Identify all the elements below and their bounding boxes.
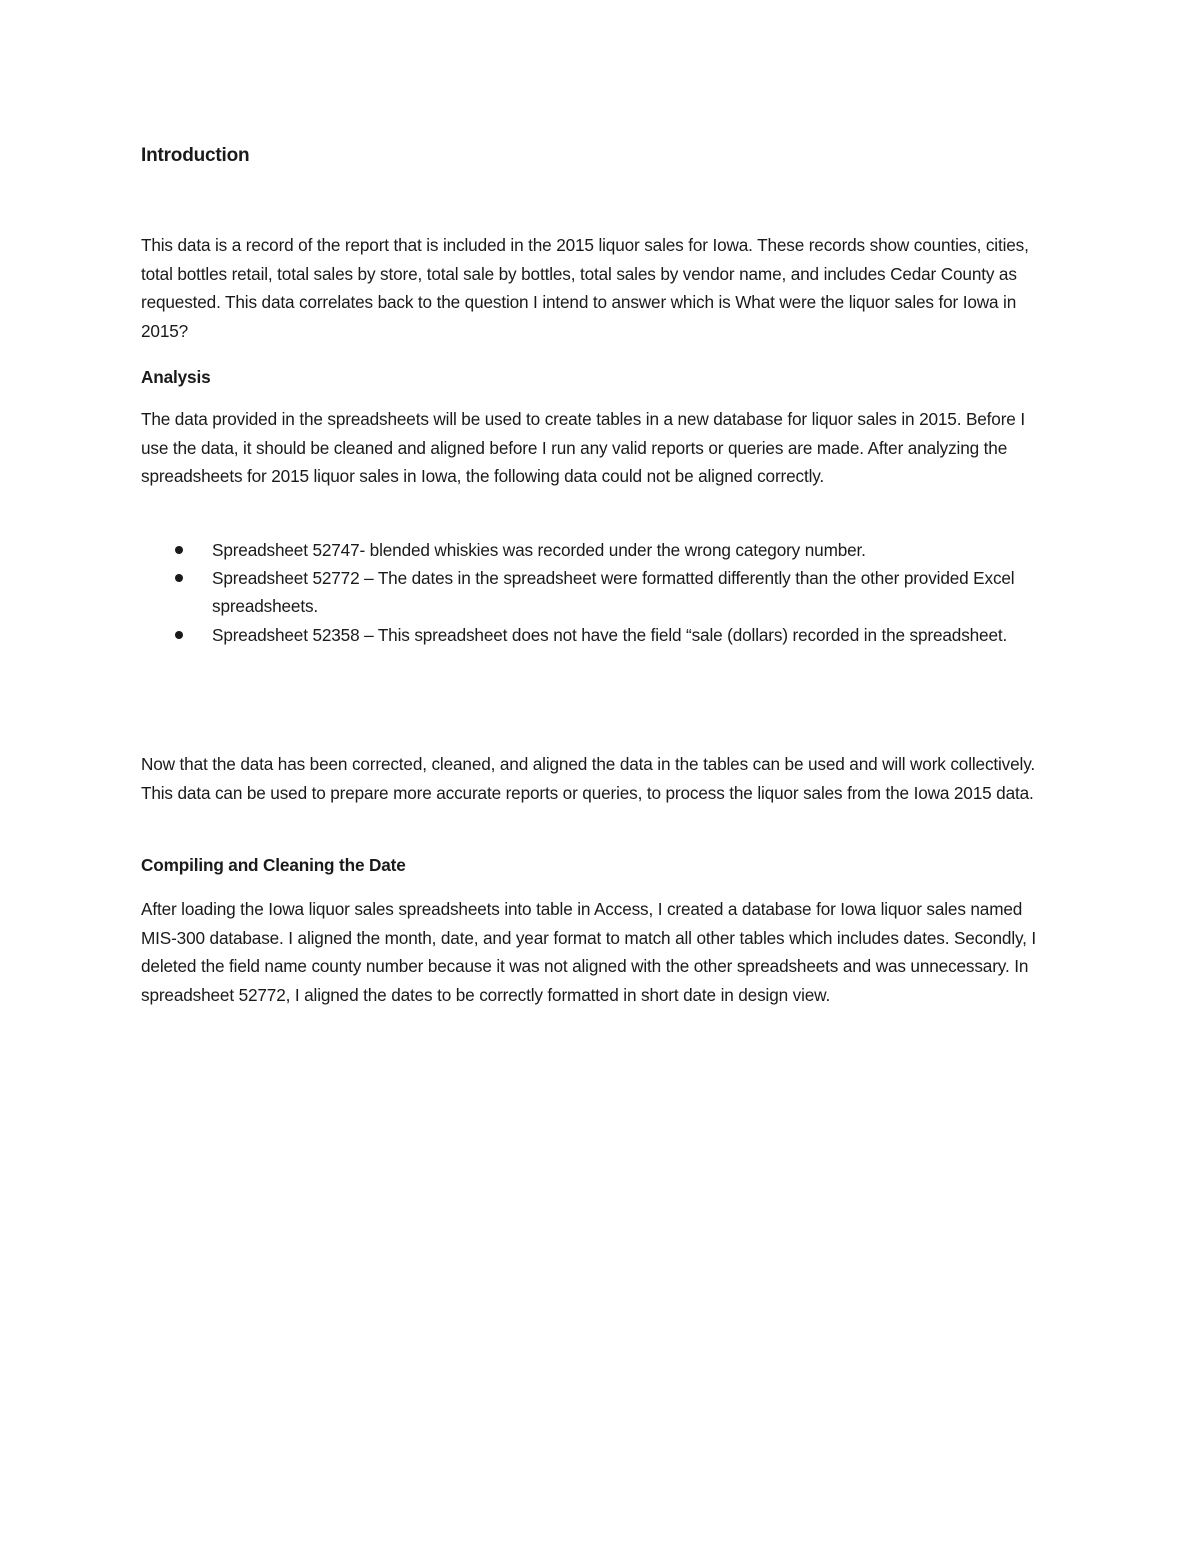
compiling-paragraph: After loading the Iowa liquor sales spreadsheets into table in Access, I created a database for Iowa liquor sales named MIS-300 database. I aligned the month, date, and year format to match all other tables which includes dates. Secondly, I deleted the field name county number because it was not aligned with the other spreadsheets and was unnecessary. In spreadsheet 52772, I aligned the dates to be correctly formatted in short date in design view. [141,899,1037,1005]
spreadsheet-issue-list [141,536,1061,649]
intro-paragraph: This data is a record of the report that is included in the 2015 liquor sales for Iowa. These records show counties, cities, total bottles retail, total sales by store, total sale by bottles, total sales by vendor name, and includes Cedar County as requested. This data correlates back to the question I intend to answer which is What were the liquor sales for Iowa in 2015? [141,235,1029,341]
list-item-text: Spreadsheet 52772 – The dates in the spreadsheet were formatted differently than the other provided Excel spreadsheets. [212,568,1015,617]
list-item-text: Spreadsheet 52747- blended whiskies was recorded under the wrong category number. [212,540,866,560]
bullet-dot-icon [175,546,183,554]
list-item [141,536,1061,564]
list-item [141,564,1061,620]
corrected-paragraph: Now that the data has been corrected, cleaned, and aligned the data in the tables can be used and will work collectively. This data can be used to prepare more accurate reports or queries, to process the liquor sales from the Iowa 2015 data. [141,754,1035,803]
analysis-heading: Analysis [141,367,211,387]
analysis-paragraph: The data provided in the spreadsheets will be used to create tables in a new database for liquor sales in 2015. Before I use the data, it should be cleaned and aligned before I run any valid reports or queries are made. After analyzing the spreadsheets for 2015 liquor sales in Iowa, the following data could not be aligned correctly. [141,409,1025,487]
document-title: Introduction [141,145,250,166]
bullet-dot-icon [175,574,183,582]
list-item [141,621,1061,649]
bullet-dot-icon [175,631,183,639]
compiling-heading: Compiling and Cleaning the Date [141,855,406,875]
list-item-text: Spreadsheet 52358 – This spreadsheet does not have the field “sale (dollars) recorded in the spreadsheet. [212,624,1008,645]
